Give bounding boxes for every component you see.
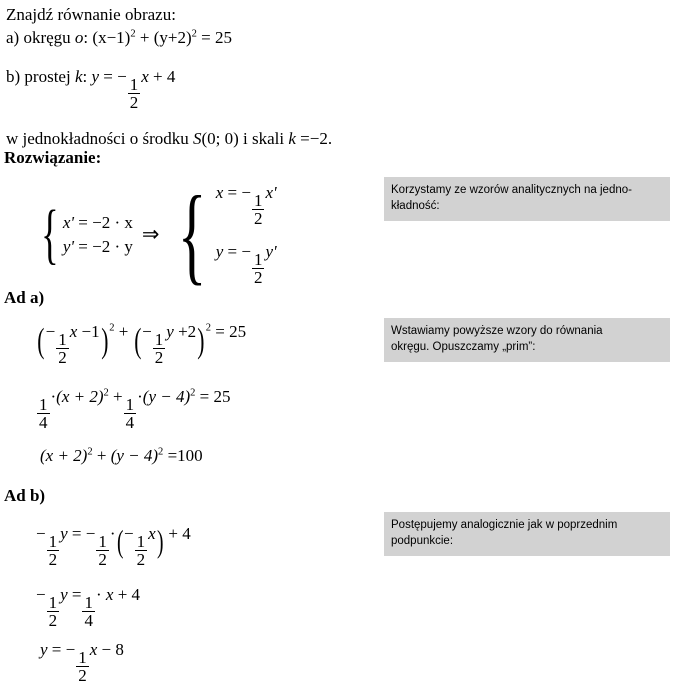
circle-term1: $(x-1)^2$ [92,27,136,47]
problem-statement [6,4,406,149]
center-coords: (0; 0) [201,128,239,148]
right-paren-icon: ) [156,524,164,560]
exponent-2: 2 [190,387,196,399]
system-row-x: x' = −2 · x [62,212,133,232]
circle-plus: + [139,27,150,47]
note-substitute [384,318,670,362]
left-brace-icon: { [41,197,59,271]
circle-name: o [74,27,84,47]
line-colon: : [82,66,88,86]
fraction-one-half: $\frac{1}{2}$ [129,74,139,113]
scale-value: −2. [309,128,333,148]
system-left-side [63,211,133,259]
fraction-one-half: $\frac{1}{2}$ [98,532,107,570]
exponent-2: 2 [103,387,109,399]
note-analogous-line1: Postępujemy analogicznie jak w poprzednim [391,519,618,531]
right-paren-icon: ) [100,320,108,360]
right-paren-icon: ) [197,320,205,360]
item-a-prefix: a) okręgu [6,27,71,47]
condition-part2: i skali [243,128,285,148]
exponent-2: 2 [87,446,93,458]
exponent-2: 2 [191,28,197,40]
item-b-equation [74,66,176,113]
part-b-equation-1: − $\frac{1}{2}$ y = − $\frac{1}{2}$ ·(− $\frac{1}{2}$ x) + 4 [36,524,191,570]
system-solved-row-y: y = − $\frac{1}{2}$ y' [215,241,277,288]
section-label-ad-a: Ad a) [4,288,45,307]
fraction-one-quarter: $\frac{1}{4}$ [125,395,135,433]
center-symbol: S [192,128,202,148]
line-constant: 4 [166,66,176,86]
circle-term2: $(y+2)^2$ [153,27,197,47]
fraction-one-half: $\frac{1}{2}$ [48,593,58,631]
problem-item-b [6,67,406,112]
fraction-one-half: $\frac{1}{2}$ [154,330,164,368]
system-solved-row-x: x = − $\frac{1}{2}$ x' [215,183,277,229]
condition-part1: w jednokładności o środku [6,128,189,148]
note-analogous [384,512,670,556]
part-a-equation-1: (− $\frac{1}{2}$ x −1)$^2$ + (− $\frac{1}{2}$ y +2)$^2$ = 25 [37,320,247,368]
part-a-equation-2: $\frac{1}{4}$ $\cdot(x + 2)^2$ + $\frac{1}{4}$ $\cdot(y - 4)^2 = 25$ [39,387,231,433]
part-b-equation-2: − $\frac{1}{2}$ y = $\frac{1}{4}$ · x + 4 [36,585,141,631]
left-paren-icon: ( [133,320,141,360]
problem-item-a [6,28,406,48]
fraction-one-half: $\frac{1}{2}$ [78,648,87,685]
circle-equals: = [201,27,211,47]
line-name: k [74,66,83,86]
item-a-equation [75,28,232,47]
scale-symbol: k [288,128,296,148]
right-brace-icon: { [178,173,207,295]
note-substitute-line2: okręgu. Opuszczamy „prim”: [391,341,536,354]
exponent-2: 2 [109,322,115,334]
left-paren-icon: ( [37,320,45,360]
solution-heading: Rozwiązanie: [4,148,102,167]
transformation-system [34,173,277,295]
exponent-2: 2 [130,28,136,40]
fraction-one-half: $\frac{1}{2}$ [136,532,146,570]
note-formulas [384,177,670,221]
problem-condition [6,129,406,149]
part-a-equation-3: $(x + 2)^2 + (y - 4)^2 =100$ [40,446,203,465]
circle-colon: : [83,27,89,47]
fraction-one-half: $\frac{1}{2}$ [253,249,263,288]
note-analogous-line2: podpunkcie: [391,535,454,548]
left-paren-icon: ( [116,524,123,560]
line-plus: + [153,66,163,86]
part-b-equation-3: y = − $\frac{1}{2}$ x − 8 [40,640,124,685]
fraction-one-quarter: $\frac{1}{4}$ [84,593,93,631]
circle-rhs: 25 [215,27,232,47]
line-equals: = [103,66,113,86]
item-b-prefix: b) prostej [6,66,71,86]
note-formulas-line1: Korzystamy ze wzorów analitycznych na jedno- [391,184,632,196]
fraction-one-quarter: $\frac{1}{4}$ [39,395,48,433]
system-right-side [216,176,277,294]
line-variable: x [141,66,149,86]
exponent-2: 2 [205,322,212,334]
scale-equals: = [300,128,310,148]
fraction-one-half: $\frac{1}{2}$ [58,330,67,368]
note-substitute-line1: Wstawiamy powyższe wzory do równania [391,325,603,337]
section-label-ad-b: Ad b) [4,486,46,505]
fraction-one-half: $\frac{1}{2}$ [253,191,263,229]
exponent-2: 2 [158,446,164,458]
implies-icon: ⇒ [141,222,160,247]
system-row-y: y' = −2 · y [62,236,133,256]
page-title: Znajdź równanie obrazu: [6,5,176,24]
note-formulas-line2: kładność: [391,200,440,213]
line-minus: − [117,66,127,86]
fraction-one-half: $\frac{1}{2}$ [48,532,58,570]
line-y: y [91,66,100,86]
